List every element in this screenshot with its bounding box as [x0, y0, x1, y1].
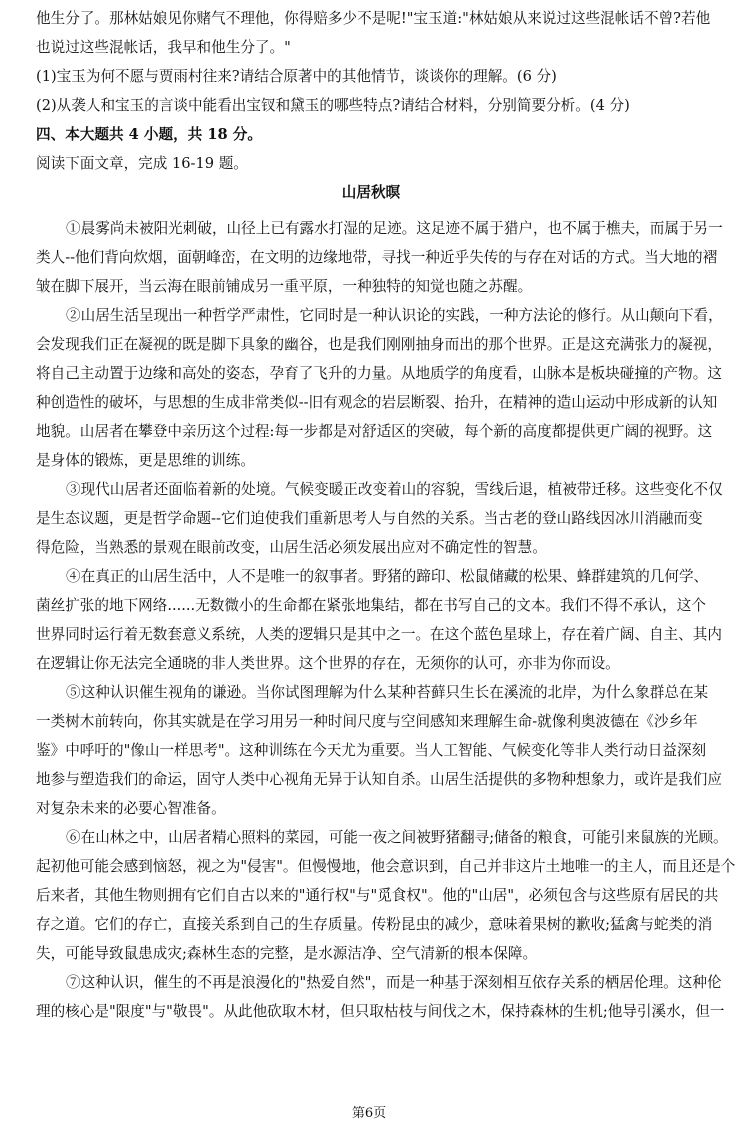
- paragraph-line: 得危险，当熟悉的景观在眼前改变，山居生活必须发展出应对不确定性的智慧。: [36, 539, 547, 556]
- article-title: 山居秋暝: [341, 184, 401, 201]
- paragraph-line: 在逻辑让你无法完全通晓的非人类世界。这个世界的存在，无须你的认可，亦非为你而设。: [36, 655, 620, 672]
- paragraph-line: 皱在脚下展开，当云海在眼前铺成另一重平原，一种独特的知觉也随之苏醒。: [36, 278, 533, 295]
- paragraph-1: [36, 214, 723, 301]
- paragraph-line: 地貌。山居者在攀登中亲历这个过程:每一步都是对舒适区的突破，每个新的高度都提供更广阔的视野。这: [36, 423, 713, 440]
- paragraph-line: ③现代山居者还面临着新的处境。气候变暖正改变着山的容貌，雪线后退，植被带迁移。这些变化不仅: [66, 481, 723, 498]
- paragraph-line: 类人--他们背向炊烟，面朝峰峦，在文明的边缘地带，寻找一种近乎失传的与存在对话的方式。当大地的褶: [36, 249, 718, 266]
- top-line-1: 他生分了。那林姑娘见你赌气不理他，你得赔多少不是呢!"宝玉道:"林姑娘从来说过这些混帐话不曾?若他: [36, 10, 711, 27]
- paragraph-line: 一类树木前转向，你其实就是在学习用另一种时间尺度与空间感知来理解生命-就像利奥波德在《沙乡年: [36, 713, 698, 730]
- paragraph-5: [36, 678, 722, 823]
- paragraph-line: 后来者，其他生物则拥有它们自古以来的"通行权"与"觅食权"。他的"山居"，必须包含与这些原有居民的共: [36, 887, 719, 904]
- paragraph-line: ⑦这种认识，催生的不再是浪漫化的"热爱自然"，而是一种基于深刻相互依存关系的栖居伦理。这种伦: [66, 974, 722, 991]
- paragraph-line: 鉴》中呼吁的"像山一样思考"。这种训练在今天尤为重要。当人工智能、气候变化等非人类行动日益深刻: [36, 742, 707, 759]
- paragraph-line: 世界同时运行着无数套意义系统，人类的逻辑只是其中之一。在这个蓝色星球上，存在着广阔、自主、其内: [36, 626, 722, 643]
- question-2: (2)从袭人和宝玉的言谈中能看出宝钗和黛玉的哪些特点?请结合材料，分别简要分析。(4 分): [36, 97, 630, 114]
- paragraph-line: ①晨雾尚未被阳光刺破，山径上已有露水打湿的足迹。这足迹不属于猎户，也不属于樵夫，而属于另一: [66, 220, 723, 237]
- paragraph-line: 存之道。它们的存亡，直接关系到自己的生存质量。传粉昆虫的减少，意味着果树的歉收;猛禽与蛇类的消: [36, 916, 713, 933]
- paragraph-line: ④在真正的山居生活中，人不是唯一的叙事者。野猪的蹄印、松鼠储藏的松果、蜂群建筑的几何学、: [66, 568, 709, 585]
- paragraph-2: [36, 301, 723, 475]
- paragraph-6: [36, 823, 736, 968]
- section-instruction: 阅读下面文章，完成 16-19 题。: [36, 155, 248, 172]
- paragraph-line: ⑤这种认识催生视角的谦逊。当你试图理解为什么某种苔藓只生长在溪流的北岸，为什么象群总在某: [66, 684, 709, 701]
- paragraph-line: 是身体的锻炼，更是思维的训练。: [36, 452, 255, 469]
- top-passage: [36, 4, 711, 207]
- paragraph-line: 种创造性的破坏，与思想的生成非常类似--旧有观念的岩层断裂、抬升，在精神的造山运动中形成新的认知: [36, 394, 718, 411]
- article-body: [36, 214, 736, 1026]
- paragraph-line: 会发现我们正在凝视的既是脚下具象的幽谷，也是我们刚刚抽身而出的那个世界。正是这充满张力的凝视，: [36, 336, 722, 353]
- paragraph-line: ②山居生活呈现出一种哲学严肃性，它同时是一种认识论的实践，一种方法论的修行。从山颠向下看，: [66, 307, 723, 324]
- paragraph-3: [36, 475, 723, 562]
- top-line-2: 也说过这些混帐话，我早和他生分了。": [36, 39, 291, 56]
- paragraph-line: 失，可能导致鼠患成灾;森林生态的完整，是水源洁净、空气清新的根本保障。: [36, 945, 538, 962]
- paragraph-line: 起初他可能会感到恼怒，视之为"侵害"。但慢慢地，他会意识到，自己并非这片土地唯一的主人，而且还是个: [36, 858, 736, 875]
- paragraph-line: 是生态议题，更是哲学命题--它们迫使我们重新思考人与自然的关系。当古老的登山路线因冰川消融而变: [36, 510, 703, 527]
- paragraph-line: 菌丝扩张的地下网络......无数微小的生命都在紧张地集结，都在书写自己的文本。我们不得不承认，这个: [36, 597, 706, 614]
- question-1: (1)宝玉为何不愿与贾雨村往来?请结合原著中的其他情节，谈谈你的理解。(6 分): [36, 68, 557, 85]
- paragraph-line: ⑥在山林之中，山居者精心照料的菜园，可能一夜之间被野猪翻寻;储备的粮食，可能引来鼠族的光顾。: [66, 829, 728, 846]
- paragraph-line: 将自己主动置于边缘和高处的姿态，孕育了飞升的力量。从地质学的角度看，山脉本是板块碰撞的产物。这: [36, 365, 722, 382]
- paragraph-7: [36, 968, 725, 1026]
- paragraph-4: [36, 562, 722, 678]
- paragraph-line: 对复杂未来的必要心智准备。: [36, 800, 226, 817]
- section-heading: 四、本大题共 4 小题，共 18 分。: [36, 126, 262, 143]
- paragraph-line: 理的核心是"限度"与"敬畏"。从此他砍取木材，但只取枯枝与间伐之木，保持森林的生机;他导引溪水，但一: [36, 1003, 725, 1020]
- paragraph-line: 地参与塑造我们的命运，固守人类中心视角无异于认知自杀。山居生活提供的多物种想象力，或许是我们应: [36, 771, 722, 788]
- page-number: 第6页: [351, 1106, 387, 1121]
